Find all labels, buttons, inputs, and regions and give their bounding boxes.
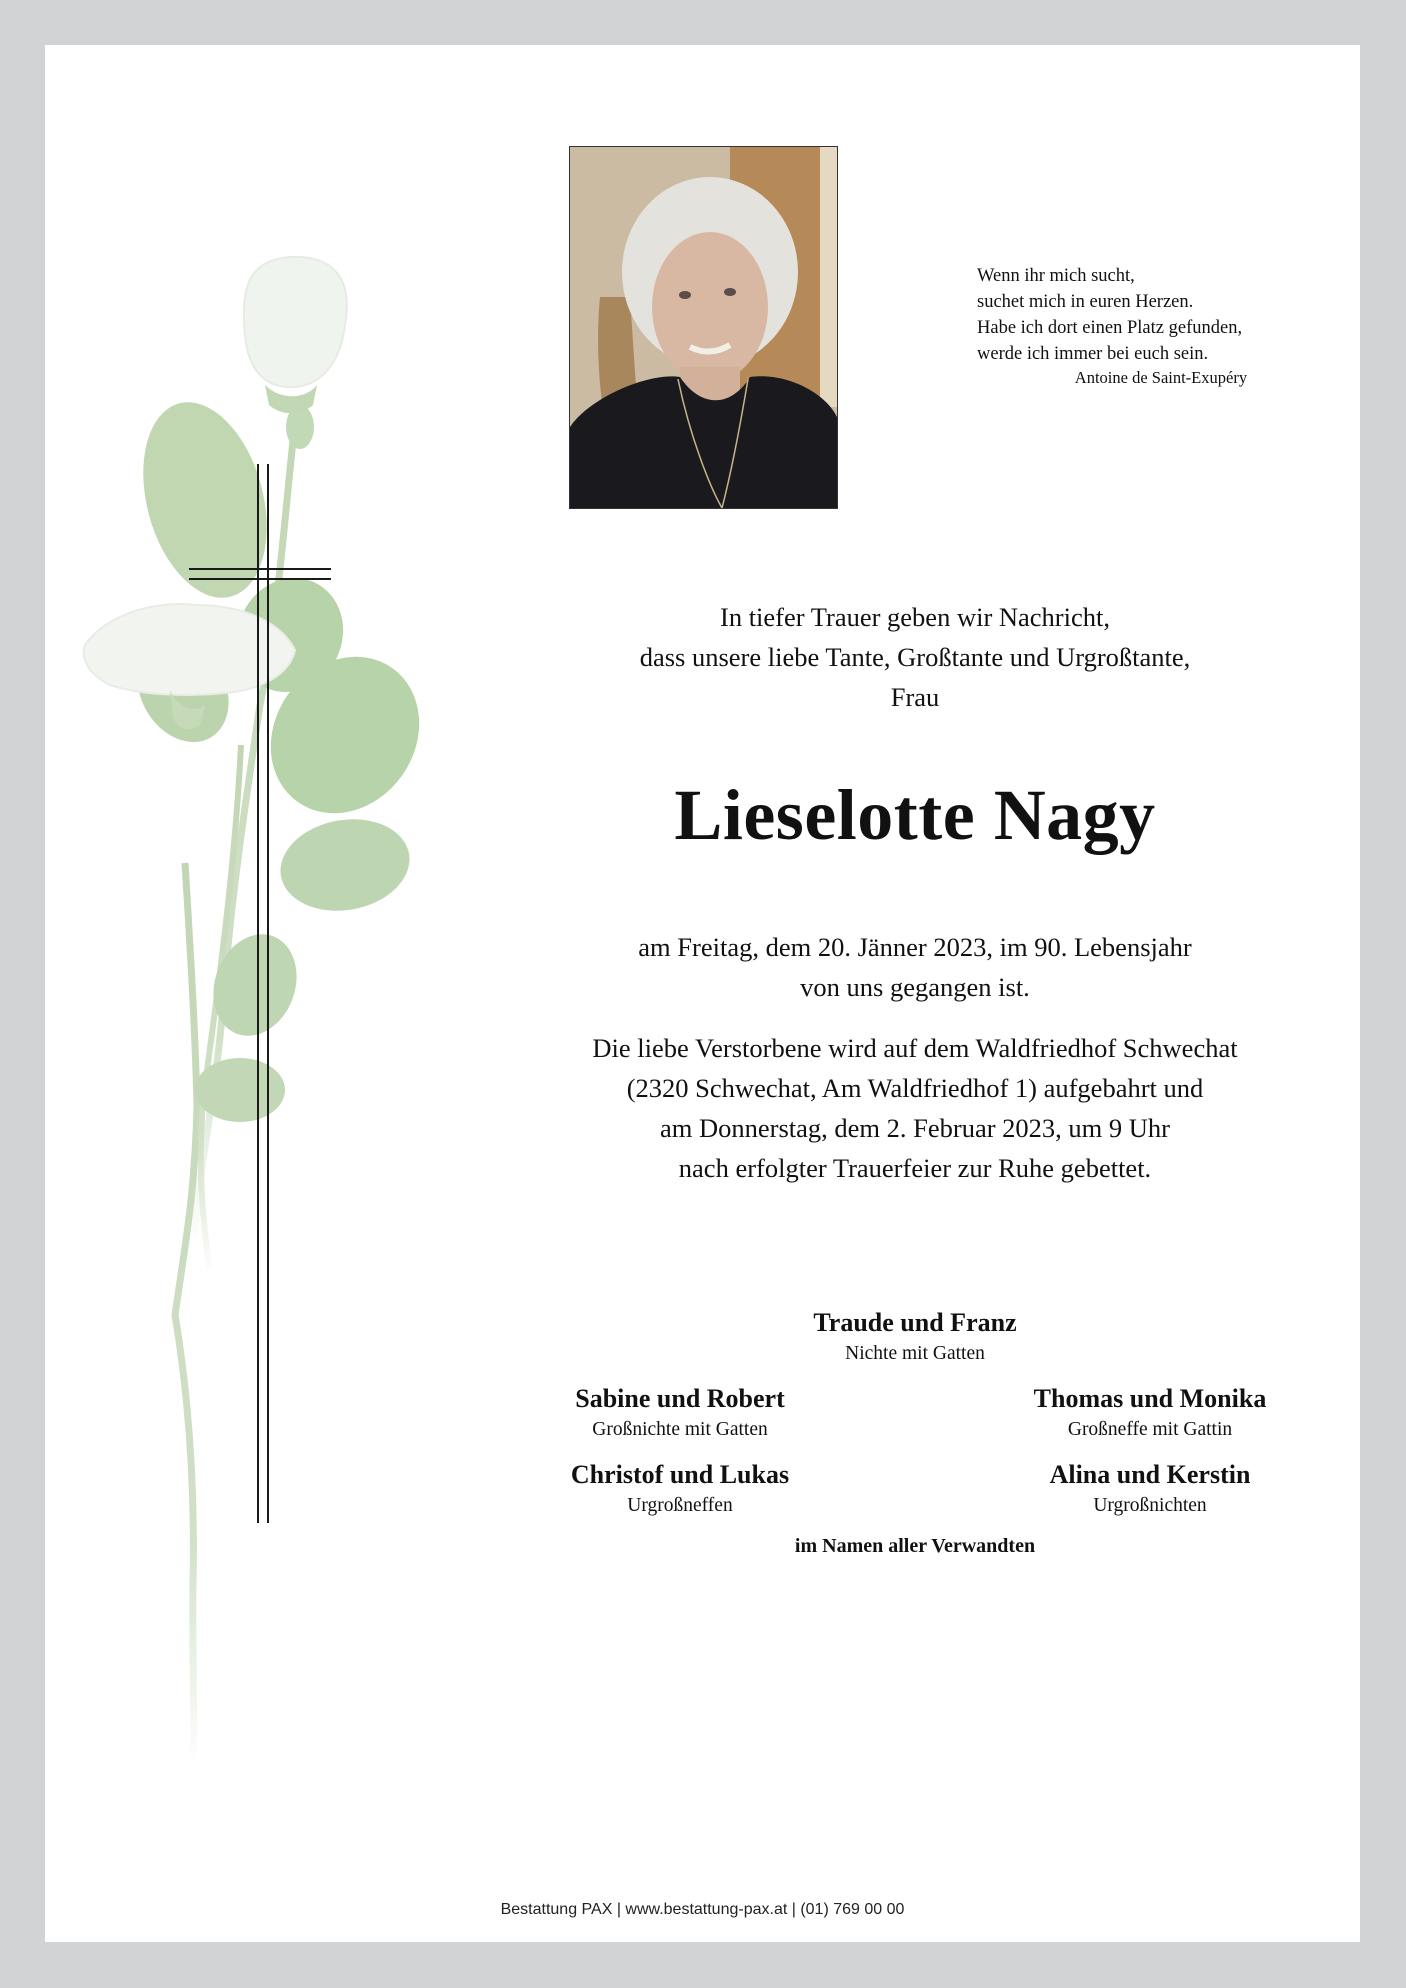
mourner-names: Alina und Kerstin — [1049, 1460, 1251, 1489]
intro-text — [485, 597, 1345, 717]
mourner-entry — [970, 1383, 1330, 1445]
mourner-names: Christof und Lukas — [570, 1460, 790, 1489]
funeral-line: (2320 Schwechat, Am Waldfriedhof 1) aufgebahrt und — [626, 1073, 1204, 1103]
memorial-quote — [977, 263, 1248, 389]
funeral-line: Die liebe Verstorbene wird auf dem Waldfriedhof Schwechat — [592, 1033, 1238, 1063]
mourner-relation: Urgroßneffen — [627, 1495, 733, 1516]
quote-author: Antoine de Saint-Exupéry — [1074, 368, 1248, 387]
cross-vertical-line — [267, 464, 269, 1523]
rose-leaf — [273, 809, 417, 920]
quote-line: werde ich immer bei euch sein. — [977, 344, 1209, 364]
portrait-photo — [569, 146, 838, 509]
cross-horizontal-line — [189, 578, 331, 580]
mourner-relation: Großnichte mit Gatten — [592, 1419, 768, 1440]
mourner-entry — [970, 1459, 1330, 1521]
death-notice-line: am Freitag, dem 20. Jänner 2023, im 90. Lebensjahr — [638, 932, 1192, 962]
mourner-names: Thomas und Monika — [1033, 1384, 1267, 1413]
funeral-home-footer: Bestattung PAX | www.bestattung-pax.at | (01) 769 00 00 — [500, 1901, 905, 1918]
portrait-image — [570, 147, 837, 508]
quote-line: Habe ich dort einen Platz gefunden, — [977, 318, 1243, 338]
funeral-line: nach erfolgter Trauerfeier zur Ruhe gebettet. — [678, 1153, 1152, 1183]
mourner-entry — [500, 1459, 860, 1521]
intro-line: In tiefer Trauer geben wir Nachricht, — [720, 602, 1110, 632]
rose-illustration — [45, 45, 545, 1795]
mourner-names: Traude und Franz — [813, 1308, 1017, 1337]
deceased-name: Lieselotte Nagy — [674, 775, 1156, 855]
death-notice-line: von uns gegangen ist. — [800, 972, 1030, 1002]
obituary-page — [45, 45, 1360, 1942]
rose-bud — [244, 257, 347, 387]
cross-horizontal-line — [189, 568, 331, 570]
funeral-line: am Donnerstag, dem 2. Februar 2023, um 9 Uhr — [659, 1113, 1171, 1143]
mourner-relation: Großneffe mit Gattin — [1067, 1419, 1233, 1440]
intro-line: Frau — [890, 682, 940, 712]
rose-leaf — [195, 1058, 285, 1122]
mourner-names: Sabine und Robert — [575, 1384, 785, 1413]
death-notice — [485, 927, 1345, 1007]
mourner-relation: Urgroßnichten — [1093, 1495, 1207, 1516]
rose-leaf — [200, 922, 311, 1047]
intro-line: dass unsere liebe Tante, Großtante und Urgroßtante, — [639, 642, 1191, 672]
funeral-details — [485, 1028, 1345, 1188]
mourner-entry — [500, 1383, 860, 1445]
closing-line: im Namen aller Verwandten — [794, 1535, 1036, 1557]
mourner-relation: Nichte mit Gatten — [845, 1343, 985, 1364]
cross-vertical-line — [257, 464, 259, 1523]
quote-line: suchet mich in euren Herzen. — [977, 292, 1194, 312]
mourner-entry — [735, 1307, 1095, 1369]
rose-stem — [175, 863, 197, 1765]
quote-line: Wenn ihr mich sucht, — [977, 266, 1135, 286]
